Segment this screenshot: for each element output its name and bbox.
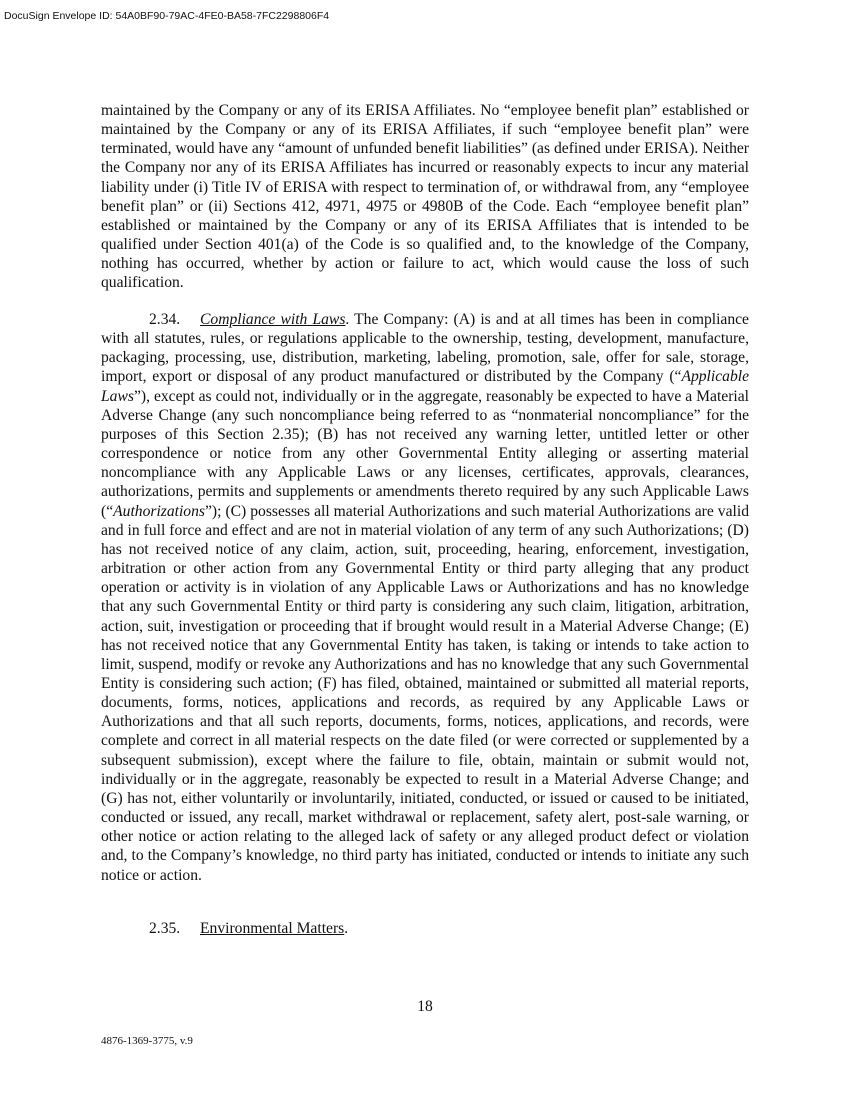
section-2-34-number: 2.34.	[149, 311, 181, 328]
paragraph-erisa-continuation: maintained by the Company or any of its ERISA Affiliates. No “employee benefit plan” established or maintained by the Company or any of its ERISA Affiliates, if such “employee benefit plan” were terminated, would have any “amount of unfunded benefit liabilities” (as defined under ERISA). Neither the Company nor any of its ERISA Affiliates has incurred or reasonably expects to incur any material liability under (i) Title IV of ERISA with respect to termination of, or withdrawal from, any “employee benefit plan” or (ii) Sections 412, 4971, 4975 or 4980B of the Code. Each “employee benefit plan” established or maintained by the Company or any of its ERISA Affiliates that is intended to be qualified under Section 401(a) of the Code is so qualified and, to the knowledge of the Company, nothing has occurred, whether by action or failure to act, which would cause the loss of such qualification.	[101, 102, 749, 292]
document-code: 4876-1369-3775, v.9	[101, 1035, 193, 1047]
section-2-34-title: Compliance with Laws	[200, 311, 346, 328]
section-2-34-paragraph	[101, 310, 749, 885]
defined-term-applicable-laws: Applicable Laws	[101, 368, 749, 405]
docusign-envelope-id: DocuSign Envelope ID: 54A0BF90-79AC-4FE0-BA58-7FC2298806F4	[4, 10, 330, 22]
section-2-34-text-part2: ”), except as could not, individually or in the aggregate, reasonably be expected to have a Material Adverse Change (any such noncompliance being referred to as “nonmaterial noncompliance” for the purposes of this Section 2.35); (B) has not received any warning letter, untitled letter or other correspondence or notice from any other Governmental Entity alleging or asserting material noncompliance with any Applicable Laws or any licenses, certificates, approvals, clearances, authorizations, permits and supplements or amendments thereto required by any such Applicable Laws (“	[101, 387, 749, 520]
section-2-34-text-part3: ”); (C) possesses all material Authorizations and such material Authorizations are valid and in full force and effect and are not in material violation of any term of any such Authorizations; (D) has not received notice of any claim, action, suit, proceeding, hearing, enforcement, investigation, arbitration or other action from any Governmental Entity or third party alleging that any product operation or activity is in violation of any Applicable Laws or Authorizations and has no knowledge that any such Governmental Entity or third party is considering any such claim, litigation, arbitration, action, suit, investigation or proceeding that if brought would result in a Material Adverse Change; (E) has not received notice that any Governmental Entity has taken, is taking or intends to take action to limit, suspend, modify or revoke any Authorizations and has no knowledge that any such Governmental Entity is considering such action; (F) has filed, obtained, maintained or submitted all material reports, documents, forms, notices, applications and records, as required by any Applicable Laws or Authorizations and that all such reports, documents, forms, notices, applications, and records, were complete and correct in all material respects on the date filed (or were corrected or supplemented by a subsequent submission), except where the failure to file, obtain, maintain or submit would not, individually or in the aggregate, reasonably be expected to result in a Material Adverse Change; and (G) has not, either voluntarily or involuntarily, initiated, conducted, or issued or caused to be initiated, conducted or issued, any recall, market withdrawal or replacement, safety alert, post-sale warning, or other notice or action relating to the alleged lack of safety or any alleged product defect or violation and, to the Company’s knowledge, no third party has initiated, conducted or intends to initiate any such notice or action.	[101, 502, 749, 884]
section-2-35-heading	[101, 919, 749, 938]
section-2-35-title: Environmental Matters	[200, 920, 345, 937]
section-2-34-text-part1: . The Company: (A) is and at all times has been in compliance with all statutes, rules, or regulations applicable to the ownership, testing, development, manufacture, packaging, processing, use, distribution, marketing, labeling, promotion, sale, offer for sale, storage, import, export or disposal of any product manufactured or distributed by the Company (“	[101, 311, 749, 386]
section-2-35-trailing: .	[344, 920, 349, 937]
defined-term-authorizations: Authorizations	[113, 502, 205, 520]
section-2-35-number: 2.35.	[149, 920, 181, 937]
page-number: 18	[417, 998, 433, 1015]
